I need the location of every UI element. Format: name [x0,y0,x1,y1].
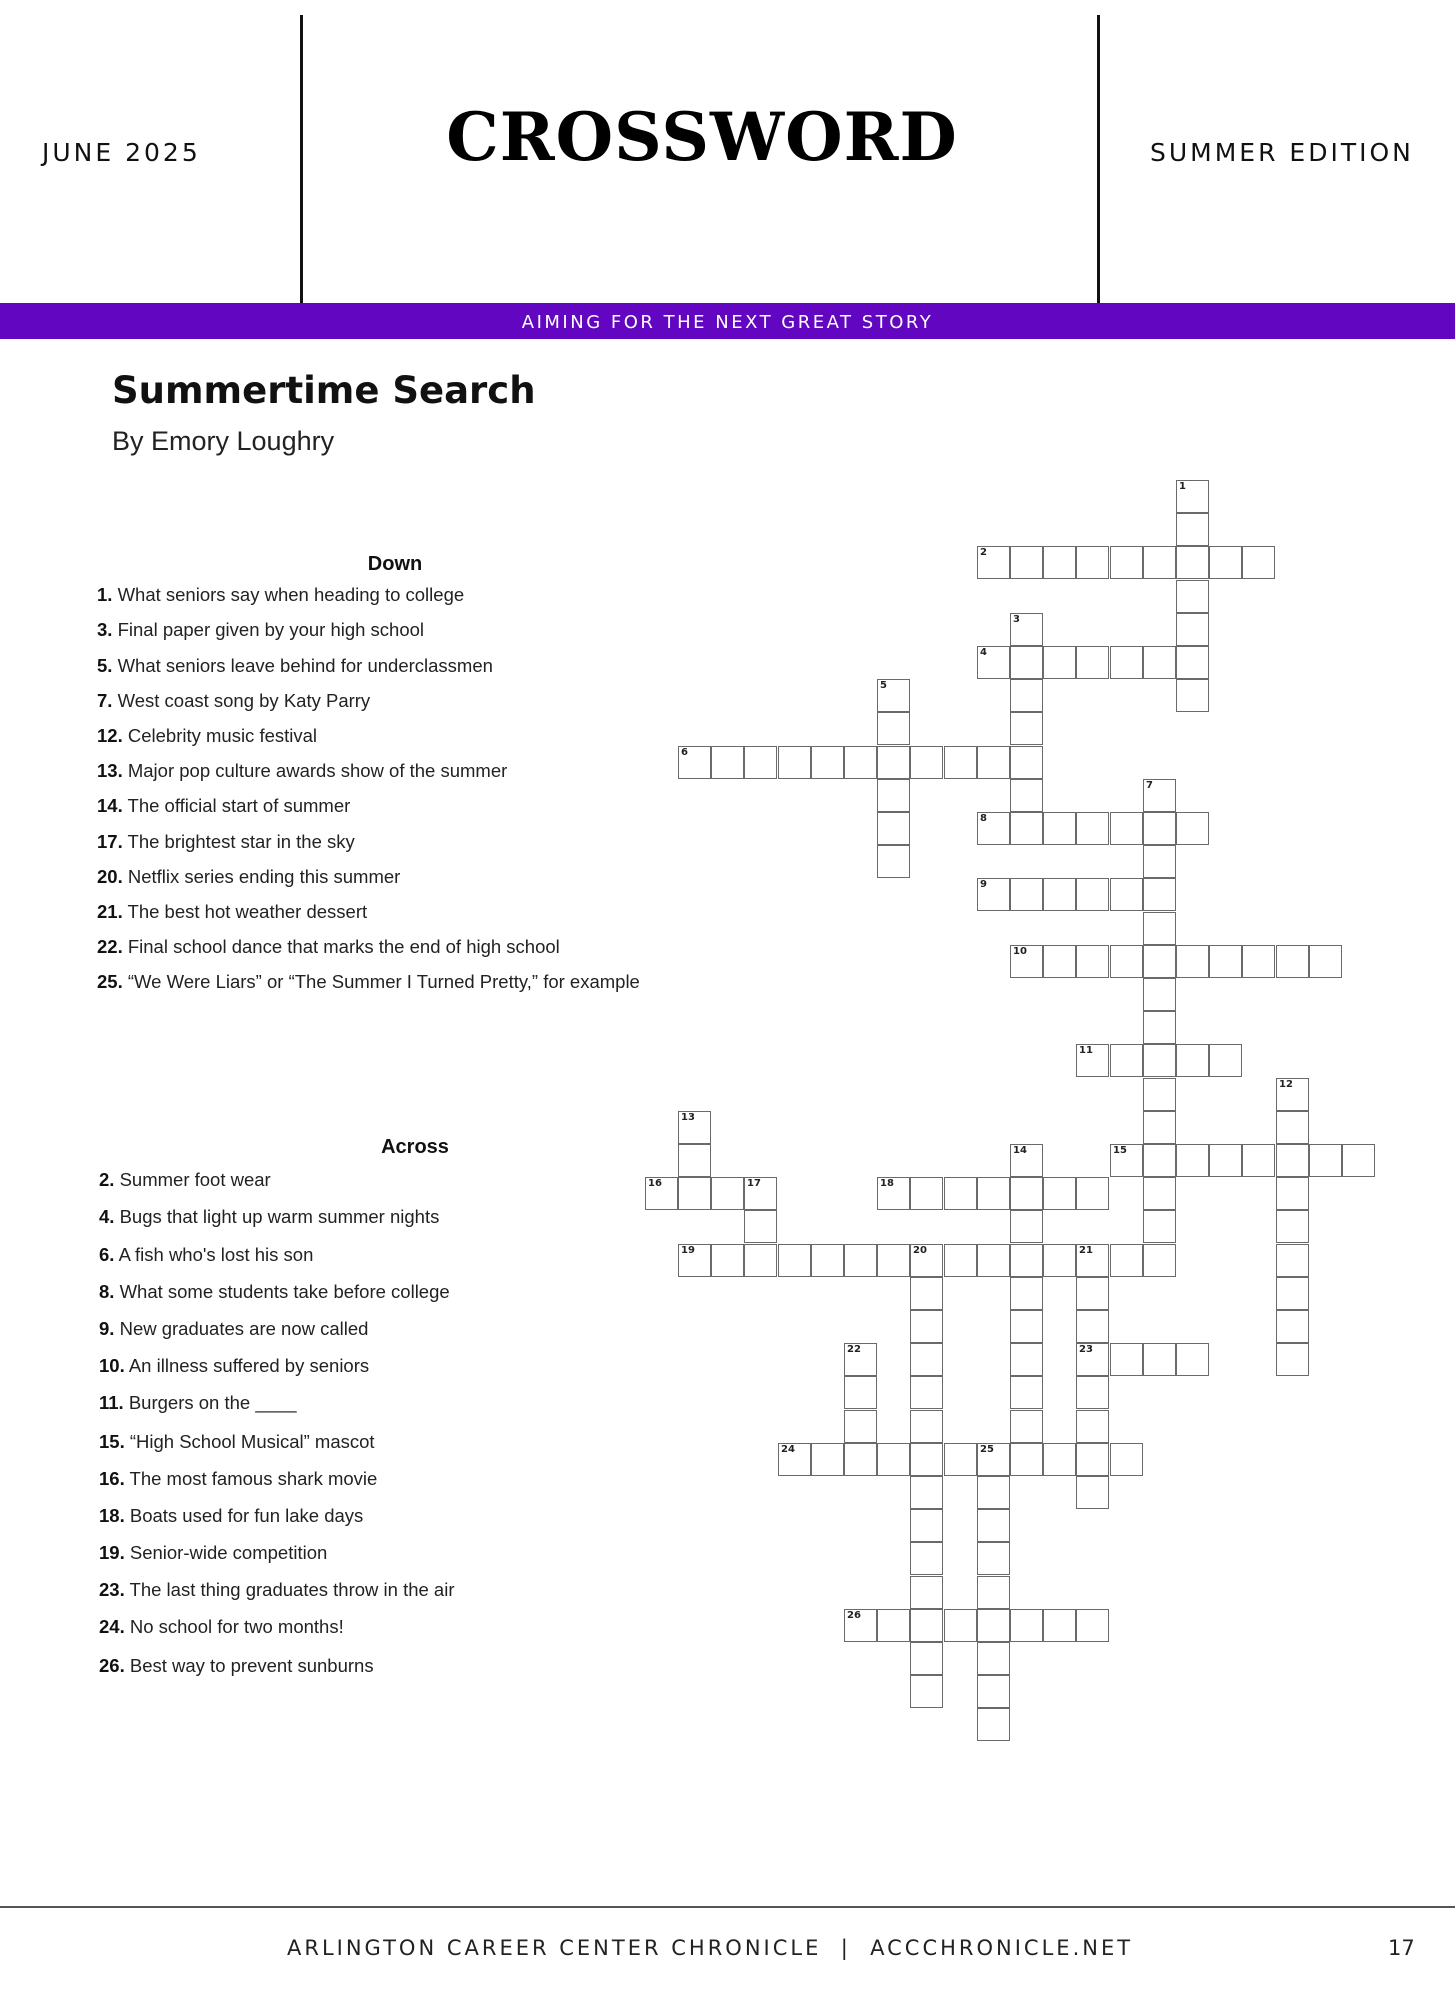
crossword-cell[interactable] [1076,1244,1109,1277]
crossword-cell[interactable] [1010,546,1043,579]
crossword-cell[interactable] [910,1410,943,1443]
crossword-cell[interactable] [844,1410,877,1443]
crossword-cell[interactable] [977,1708,1010,1741]
down-clue: 22. Final school dance that marks the end of high school [97,936,560,957]
across-heading: Across [381,1136,449,1158]
masthead [0,0,1455,303]
crossword-cell[interactable] [877,779,910,812]
crossword-cell[interactable] [1010,878,1043,911]
crossword-cell[interactable] [977,1576,1010,1609]
crossword-cell[interactable] [1076,646,1109,679]
crossword-cell[interactable] [844,1443,877,1476]
clue-number: 18 [880,1178,894,1189]
edition-label: SUMMER EDITION [1150,138,1414,167]
crossword-cell[interactable] [1110,1144,1143,1177]
clue-number: 13 [681,1112,695,1123]
crossword-cell[interactable] [778,1244,811,1277]
crossword-cell[interactable] [1143,1011,1176,1044]
crossword-cell[interactable] [910,1277,943,1310]
crossword-cell[interactable] [678,1144,711,1177]
crossword-cell[interactable] [1276,1244,1309,1277]
crossword-cell[interactable] [844,1244,877,1277]
crossword-cell[interactable] [1010,1443,1043,1476]
clue-number: 20 [913,1245,927,1256]
crossword-cell[interactable] [1143,1244,1176,1277]
crossword-cell[interactable] [1143,1343,1176,1376]
crossword-cell[interactable] [1143,812,1176,845]
crossword-cell[interactable] [1010,1144,1043,1177]
crossword-cell[interactable] [1242,546,1275,579]
crossword-cell[interactable] [1110,1244,1143,1277]
crossword-cell[interactable] [1176,679,1209,712]
crossword-cell[interactable] [910,1509,943,1542]
crossword-cell[interactable] [778,1443,811,1476]
crossword-cell[interactable] [1276,1177,1309,1210]
issue-date: JUNE 2025 [42,138,201,167]
crossword-cell[interactable] [1176,580,1209,613]
crossword-cell[interactable] [1076,1443,1109,1476]
crossword-cell[interactable] [977,878,1010,911]
crossword-cell[interactable] [1143,546,1176,579]
crossword-cell[interactable] [678,746,711,779]
clue-number: 6 [681,747,688,758]
crossword-cell[interactable] [744,1210,777,1243]
crossword-cell[interactable] [811,1244,844,1277]
footer-divider [0,1906,1455,1908]
crossword-cell[interactable] [1209,1044,1242,1077]
across-clue: 2. Summer foot wear [99,1169,271,1190]
crossword-cell[interactable] [678,1177,711,1210]
crossword-cell[interactable] [1043,1443,1076,1476]
crossword-cell[interactable] [1076,1410,1109,1443]
crossword-cell[interactable] [1242,945,1275,978]
crossword-cell[interactable] [1010,1277,1043,1310]
crossword-cell[interactable] [944,1609,977,1642]
crossword-cell[interactable] [1143,779,1176,812]
crossword-cell[interactable] [910,1576,943,1609]
crossword-cell[interactable] [1110,1343,1143,1376]
clue-number: 4 [980,647,987,658]
crossword-cell[interactable] [977,1609,1010,1642]
crossword-cell[interactable] [977,1675,1010,1708]
clue-number: 19 [681,1245,695,1256]
crossword-cell[interactable] [1176,1343,1209,1376]
crossword-cell[interactable] [910,1376,943,1409]
across-clue: 18. Boats used for fun lake days [99,1505,364,1526]
clue-number: 15 [1113,1145,1127,1156]
crossword-cell[interactable] [1043,878,1076,911]
crossword-cell[interactable] [1176,945,1209,978]
clue-number: 2 [980,547,987,558]
across-clue: 11. Burgers on the ____ [99,1392,297,1413]
crossword-cell[interactable] [877,845,910,878]
clue-number: 10 [1013,946,1027,957]
down-clue: 5. What seniors leave behind for underclassmen [97,655,493,676]
crossword-cell[interactable] [877,746,910,779]
crossword-cell[interactable] [1110,945,1143,978]
crossword-cell[interactable] [910,1310,943,1343]
crossword-cell[interactable] [1010,646,1043,679]
crossword-cell[interactable] [1043,1244,1076,1277]
crossword-cell[interactable] [977,1244,1010,1277]
crossword-cell[interactable] [844,1609,877,1642]
crossword-cell[interactable] [1076,945,1109,978]
crossword-cell[interactable] [1076,546,1109,579]
crossword-cell[interactable] [1010,613,1043,646]
tagline: AIMING FOR THE NEXT GREAT STORY [521,312,934,333]
crossword-cell[interactable] [1143,912,1176,945]
crossword-cell[interactable] [1143,1111,1176,1144]
crossword-cell[interactable] [778,746,811,779]
crossword-cell[interactable] [977,1542,1010,1575]
crossword-cell[interactable] [977,546,1010,579]
crossword-cell[interactable] [1043,812,1076,845]
article-title: Summertime Search [112,369,536,412]
down-clue: 14. The official start of summer [97,795,351,816]
crossword-cell[interactable] [1176,480,1209,513]
crossword-cell[interactable] [1143,978,1176,1011]
crossword-cell[interactable] [1176,1144,1209,1177]
crossword-cell[interactable] [1209,945,1242,978]
across-clue: 24. No school for two months! [99,1616,344,1637]
across-clue: 4. Bugs that light up warm summer nights [99,1206,440,1227]
down-clue: 12. Celebrity music festival [97,725,318,746]
crossword-cell[interactable] [1176,513,1209,546]
clue-number: 22 [847,1344,861,1355]
crossword-cell[interactable] [844,1376,877,1409]
crossword-cell[interactable] [1143,1144,1176,1177]
crossword-cell[interactable] [1043,1177,1076,1210]
crossword-cell[interactable] [1010,1410,1043,1443]
crossword-cell[interactable] [877,1443,910,1476]
down-clue: 13. Major pop culture awards show of the summer [97,760,508,781]
crossword-cell[interactable] [711,1177,744,1210]
clue-number: 26 [847,1610,861,1621]
crossword-cell[interactable] [1276,1343,1309,1376]
crossword-cell[interactable] [1276,1210,1309,1243]
crossword-cell[interactable] [977,1642,1010,1675]
page-number: 17 [1388,1936,1415,1960]
crossword-cell[interactable] [1143,646,1176,679]
crossword-cell[interactable] [1143,1078,1176,1111]
clue-number: 8 [980,813,987,824]
crossword-cell[interactable] [877,1244,910,1277]
across-clue: 19. Senior-wide competition [99,1542,328,1563]
down-clue: 7. West coast song by Katy Parry [97,690,371,711]
crossword-cell[interactable] [844,1343,877,1376]
crossword-cell[interactable] [1076,1376,1109,1409]
across-clue: 6. A fish who's lost his son [99,1244,314,1265]
across-clue: 15. “High School Musical” mascot [99,1431,375,1452]
crossword-cell[interactable] [1076,1277,1109,1310]
crossword-cell[interactable] [1276,1078,1309,1111]
crossword-cell[interactable] [1176,1044,1209,1077]
clue-number: 16 [648,1178,662,1189]
clue-number: 9 [980,879,987,890]
across-clue: 23. The last thing graduates throw in the air [99,1579,455,1600]
crossword-cell[interactable] [1110,1443,1143,1476]
crossword-cell[interactable] [1010,1177,1043,1210]
crossword-cell[interactable] [910,1177,943,1210]
crossword-cell[interactable] [944,1244,977,1277]
tagline-band [0,303,1455,339]
crossword-cell[interactable] [977,746,1010,779]
crossword-cell[interactable] [1010,679,1043,712]
crossword-cell[interactable] [910,1675,943,1708]
crossword-cell[interactable] [910,1443,943,1476]
crossword-cell[interactable] [1176,646,1209,679]
down-clue: 17. The brightest star in the sky [97,831,355,852]
crossword-cell[interactable] [744,1244,777,1277]
crossword-cell[interactable] [977,1476,1010,1509]
crossword-cell[interactable] [1076,1177,1109,1210]
crossword-cell[interactable] [1309,1144,1342,1177]
crossword-cell[interactable] [877,812,910,845]
crossword-cell[interactable] [1143,1177,1176,1210]
crossword-cell[interactable] [1010,1343,1043,1376]
crossword-cell[interactable] [1176,546,1209,579]
crossword-cell[interactable] [678,1244,711,1277]
crossword-cell[interactable] [1010,1310,1043,1343]
crossword-cell[interactable] [711,746,744,779]
crossword-cell[interactable] [1076,1310,1109,1343]
crossword-cell[interactable] [645,1177,678,1210]
crossword-cell[interactable] [811,746,844,779]
across-clue: 16. The most famous shark movie [99,1468,378,1489]
crossword-cell[interactable] [910,1642,943,1675]
crossword-cell[interactable] [744,746,777,779]
clue-number: 5 [880,680,887,691]
crossword-cell[interactable] [1143,1044,1176,1077]
crossword-cell[interactable] [977,1443,1010,1476]
crossword-cell[interactable] [1209,546,1242,579]
crossword-cell[interactable] [1110,878,1143,911]
crossword-cell[interactable] [1076,1343,1109,1376]
crossword-cell[interactable] [944,1177,977,1210]
crossword-cell[interactable] [1110,646,1143,679]
footer-publication: ARLINGTON CAREER CENTER CHRONICLE | ACCCHRONICLE.NET [287,1936,1134,1960]
crossword-cell[interactable] [1043,546,1076,579]
crossword-cell[interactable] [1276,1277,1309,1310]
crossword-cell[interactable] [910,1542,943,1575]
crossword-cell[interactable] [910,1343,943,1376]
crossword-cell[interactable] [1010,1609,1043,1642]
crossword-cell[interactable] [910,1476,943,1509]
crossword-cell[interactable] [1276,1310,1309,1343]
crossword-cell[interactable] [1010,779,1043,812]
crossword-cell[interactable] [744,1177,777,1210]
clue-number: 23 [1079,1344,1093,1355]
crossword-cell[interactable] [977,1177,1010,1210]
crossword-cell[interactable] [1076,878,1109,911]
crossword-cell[interactable] [1010,746,1043,779]
crossword-cell[interactable] [1076,1476,1109,1509]
crossword-cell[interactable] [1010,945,1043,978]
crossword-cell[interactable] [944,746,977,779]
across-clue: 8. What some students take before college [99,1281,450,1302]
crossword-cell[interactable] [1043,945,1076,978]
crossword-cell[interactable] [1110,546,1143,579]
crossword-cell[interactable] [1010,1376,1043,1409]
crossword-cell[interactable] [1010,712,1043,745]
crossword-cell[interactable] [977,646,1010,679]
crossword-cell[interactable] [1043,646,1076,679]
down-clue: 25. “We Were Liars” or “The Summer I Turned Pretty,” for example [97,971,640,992]
clue-number: 17 [747,1178,761,1189]
crossword-cell[interactable] [711,1244,744,1277]
crossword-cell[interactable] [1010,1244,1043,1277]
crossword-cell[interactable] [844,746,877,779]
crossword-cell[interactable] [1076,812,1109,845]
clue-number: 11 [1079,1045,1093,1056]
crossword-cell[interactable] [944,1443,977,1476]
crossword-cell[interactable] [1276,1111,1309,1144]
crossword-cell[interactable] [1276,1144,1309,1177]
crossword-cell[interactable] [1309,945,1342,978]
crossword-cell[interactable] [1176,812,1209,845]
crossword-cell[interactable] [877,712,910,745]
crossword-cell[interactable] [1010,812,1043,845]
clue-number: 21 [1079,1245,1093,1256]
crossword-cell[interactable] [1209,1144,1242,1177]
clue-number: 7 [1146,780,1153,791]
section-title: CROSSWORD [446,98,958,176]
crossword-cell[interactable] [1176,613,1209,646]
crossword-cell[interactable] [1043,1609,1076,1642]
down-clue: 21. The best hot weather dessert [97,901,368,922]
crossword-cell[interactable] [910,1609,943,1642]
down-heading: Down [367,553,423,575]
crossword-cell[interactable] [877,1609,910,1642]
clue-number: 1 [1179,481,1186,492]
crossword-cell[interactable] [1143,845,1176,878]
clue-number: 3 [1013,614,1020,625]
crossword-cell[interactable] [977,812,1010,845]
crossword-cell[interactable] [1143,878,1176,911]
crossword-cell[interactable] [1242,1144,1275,1177]
crossword-cell[interactable] [1110,1044,1143,1077]
crossword-cell[interactable] [1076,1609,1109,1642]
crossword-cell[interactable] [977,1509,1010,1542]
across-clue: 9. New graduates are now called [99,1318,369,1339]
crossword-cell[interactable] [1010,1210,1043,1243]
down-clue: 20. Netflix series ending this summer [97,866,401,887]
crossword-cell[interactable] [910,746,943,779]
crossword-cell[interactable] [811,1443,844,1476]
crossword-cell[interactable] [1076,1044,1109,1077]
across-clue: 10. An illness suffered by seniors [99,1355,370,1376]
down-clue: 1. What seniors say when heading to college [97,584,465,605]
crossword-cell[interactable] [1276,945,1309,978]
across-clue: 26. Best way to prevent sunburns [99,1655,374,1676]
crossword-cell[interactable] [678,1111,711,1144]
crossword-cell[interactable] [877,679,910,712]
clue-number: 14 [1013,1145,1027,1156]
crossword-cell[interactable] [1342,1144,1375,1177]
crossword-cell[interactable] [1143,1210,1176,1243]
clue-number: 25 [980,1444,994,1455]
byline: By Emory Loughry [112,426,335,456]
crossword-cell[interactable] [877,1177,910,1210]
down-clue: 3. Final paper given by your high school [97,619,425,640]
header-divider-left [300,15,303,303]
clue-number: 12 [1279,1079,1293,1090]
clue-number: 24 [781,1444,795,1455]
crossword-cell[interactable] [1143,945,1176,978]
crossword-cell[interactable] [910,1244,943,1277]
crossword-cell[interactable] [1110,812,1143,845]
